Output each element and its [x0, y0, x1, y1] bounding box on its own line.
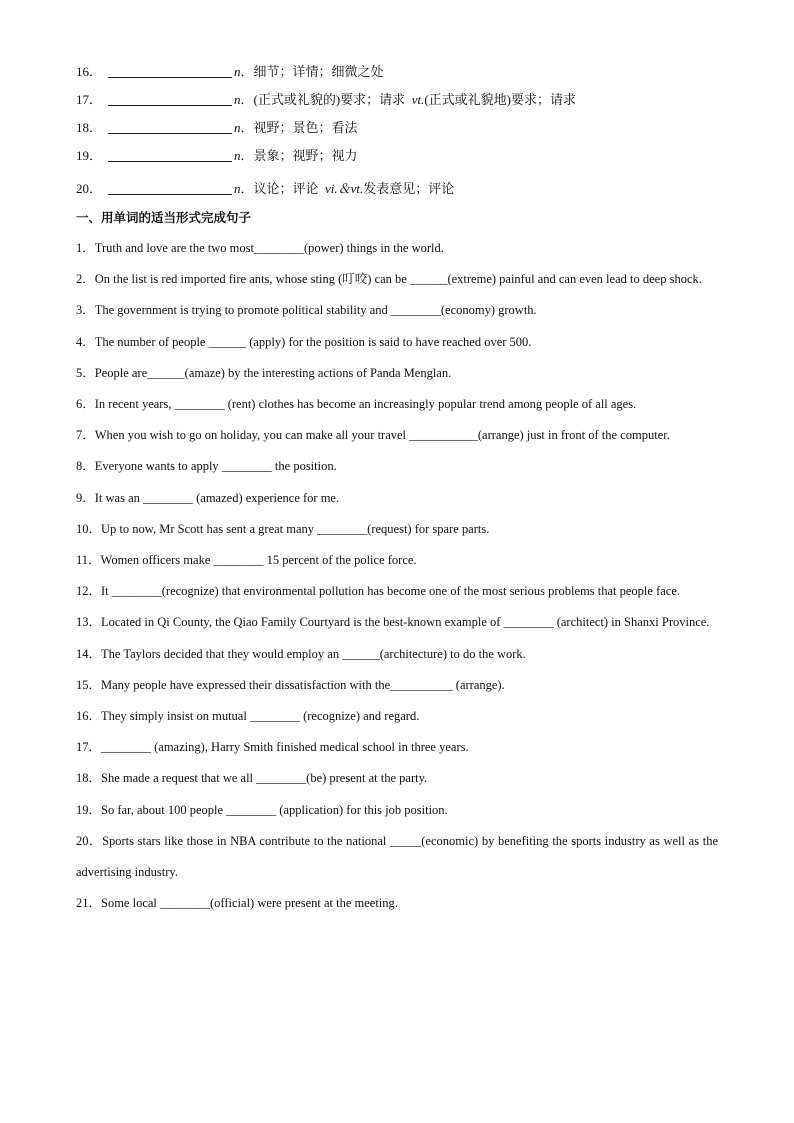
- exercise-item: 16．They simply insist on mutual ________ (recognize) and regard.: [76, 709, 420, 724]
- exercise-item: 14．The Taylors decided that they would employ an ______(architecture) to do the work.: [76, 646, 526, 661]
- exercise-item: 1．Truth and love are the two most________(power) things in the world.: [76, 241, 444, 255]
- vocab-item: [76, 175, 718, 203]
- exercise-item: 20．Sports stars like those in NBA contribute to the national _____(economic) by benefiting the sports industry as well as the advertising industry.: [76, 833, 718, 880]
- exercise-item: 4．The number of people ______ (apply) for the position is said to have reached over 500.: [76, 334, 532, 349]
- part-of-speech-2: vt.: [411, 92, 425, 107]
- exercise-item: 11．Women officers make ________ 15 percent of the police force.: [76, 553, 417, 568]
- exercise-item: 13．Located in Qi County, the Qiao Family Courtyard is the best-known example of ________ (architect) in Shanxi Province.: [76, 615, 710, 630]
- exercise-item: 9．It was an ________ (amazed) experience for me.: [76, 490, 340, 505]
- exercise-item: 7．When you wish to go on holiday, you can make all your travel ___________(arrange) just in front of the computer.: [76, 428, 670, 443]
- vocab-item: [76, 114, 718, 142]
- definition: ．视野；景色；看法: [240, 120, 358, 135]
- exercise-item: 15．Many people have expressed their dissatisfaction with the__________ (arrange).: [76, 677, 505, 692]
- item-number: 19．: [76, 148, 103, 163]
- exercise-item: 3．The government is trying to promote political stability and ________(economy) growth.: [76, 303, 537, 318]
- exercise-item: 17．________ (amazing), Harry Smith finished medical school in three years.: [76, 740, 469, 755]
- part-of-speech: n: [234, 148, 241, 163]
- definition: ．议论；评论: [240, 181, 319, 196]
- exercise-item: 5．People are______(amaze) by the interesting actions of Panda Menglan.: [76, 365, 452, 380]
- vocab-item: [76, 142, 718, 170]
- answer-blank[interactable]: [108, 91, 232, 106]
- definition: ．景象；视野；视力: [240, 148, 358, 163]
- part-of-speech: n: [234, 92, 241, 107]
- definition-2: 发表意见；评论: [363, 181, 455, 196]
- exercise-item: 21．Some local ________(official) were present at the meeting.: [76, 896, 398, 911]
- exercise-item: 10．Up to now, Mr Scott has sent a great many ________(request) for spare parts.: [76, 521, 490, 536]
- definition: ．(正式或礼貌的)要求；请求: [240, 92, 406, 107]
- exercise-item: 12．It ________(recognize) that environmental pollution has become one of the most serious problems that people face.: [76, 584, 680, 599]
- item-number: 18．: [76, 120, 103, 135]
- exercise-item: 19．So far, about 100 people ________ (application) for this job position.: [76, 802, 448, 817]
- exercise-item: 6．In recent years, ________ (rent) clothes has become an increasingly popular trend among people of all ages.: [76, 397, 637, 412]
- exercise-item: 2．On the list is red imported fire ants, whose sting (叮咬) can be ______(extreme) painful and can even lead to deep shock.: [76, 272, 702, 287]
- part-of-speech: n: [234, 120, 241, 135]
- part-of-speech: n: [234, 181, 241, 196]
- answer-blank[interactable]: [108, 147, 232, 162]
- part-of-speech: n: [234, 64, 241, 79]
- exercise-item: 18．She made a request that we all ________(be) present at the party.: [76, 771, 428, 786]
- worksheet-page: [76, 58, 718, 919]
- item-number: 16．: [76, 64, 103, 79]
- item-number: 17．: [76, 92, 103, 107]
- definition: ．细节；详情；细微之处: [240, 64, 384, 79]
- answer-blank[interactable]: [108, 180, 232, 195]
- vocab-item: [76, 86, 718, 114]
- vocab-item: [76, 58, 718, 86]
- exercise-item: 8．Everyone wants to apply ________ the position.: [76, 459, 337, 474]
- item-number: 20．: [76, 181, 103, 196]
- answer-blank[interactable]: [108, 63, 232, 78]
- answer-blank[interactable]: [108, 119, 232, 134]
- section-title: 一、用单词的适当形式完成句子: [76, 210, 252, 225]
- definition-2: (正式或礼貌地)要求；请求: [424, 92, 576, 107]
- part-of-speech-2: vi.＆vt.: [325, 181, 364, 196]
